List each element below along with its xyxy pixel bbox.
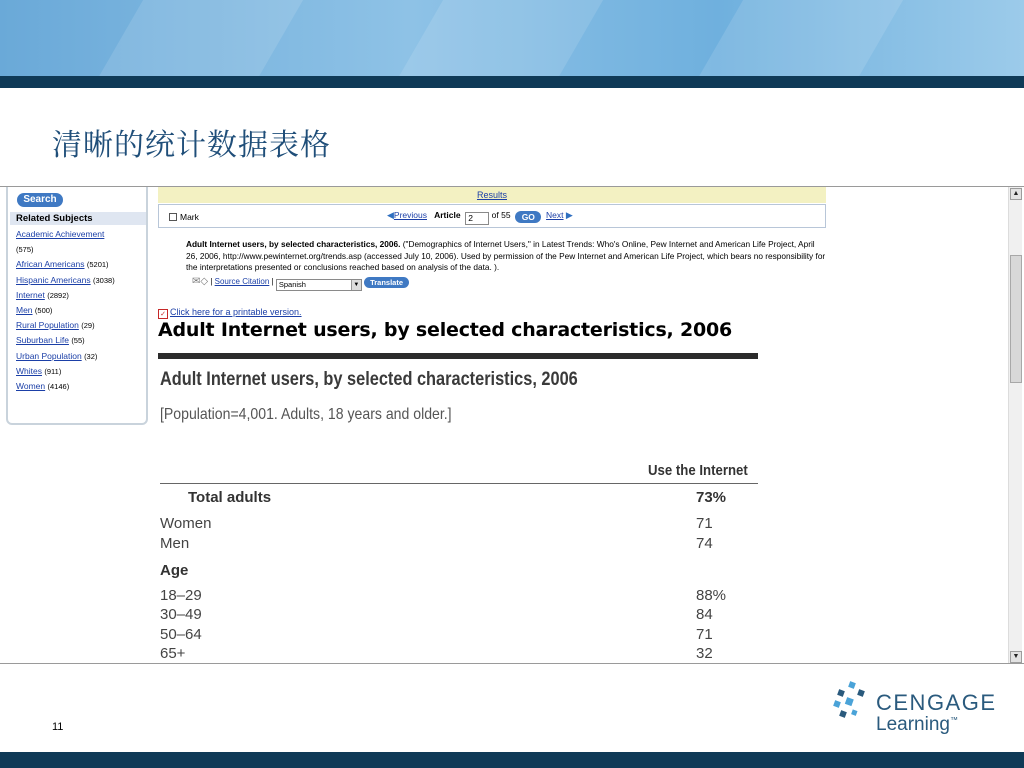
row-value: 71: [696, 626, 713, 643]
article-number-input[interactable]: 2: [465, 212, 489, 225]
subject-link[interactable]: Urban Population: [16, 350, 82, 361]
subject-link[interactable]: Whites: [16, 365, 42, 376]
row-value: 73%: [696, 489, 727, 506]
list-item: [16, 333, 146, 348]
subject-count: (29): [81, 321, 95, 331]
logo-subtitle-text: Learning: [876, 714, 950, 735]
results-link[interactable]: Results: [476, 190, 507, 200]
page-number: 11: [52, 721, 64, 733]
subject-link[interactable]: African Americans: [16, 259, 85, 270]
row-label: Men: [160, 535, 190, 552]
subject-count: (3038): [93, 275, 115, 285]
subject-link[interactable]: Hispanic Americans: [16, 274, 91, 285]
list-item: [16, 273, 146, 288]
list-item: [16, 288, 146, 303]
pagination: [387, 210, 573, 225]
list-item: [16, 227, 146, 257]
row-value: 74: [696, 535, 713, 552]
screenshot-panel: [0, 186, 1024, 664]
vertical-scrollbar[interactable]: [1008, 187, 1022, 664]
translate-button[interactable]: Translate: [364, 277, 409, 288]
subject-count: (500): [34, 306, 53, 316]
header-banner: [0, 0, 1024, 76]
subject-link[interactable]: Women: [16, 381, 46, 392]
search-button[interactable]: Search: [17, 193, 63, 207]
subject-count: (4146): [47, 382, 70, 392]
section-label: Age: [160, 562, 189, 579]
subject-link[interactable]: Academic Achievement: [16, 229, 105, 239]
scroll-thumb[interactable]: [1010, 255, 1022, 383]
list-item: [16, 257, 146, 272]
row-label: 65+: [160, 645, 186, 662]
subject-count: (575): [16, 245, 34, 255]
logo-trademark: ™: [949, 715, 958, 725]
mark-label: Mark: [180, 212, 199, 222]
source-citation-link[interactable]: Source Citation: [214, 277, 270, 286]
column-header: Use the Internet: [648, 462, 748, 479]
list-item: [16, 303, 146, 318]
subject-count: (32): [84, 351, 98, 361]
next-arrow-icon[interactable]: ▶: [565, 210, 573, 220]
row-label: 30–49: [160, 606, 202, 623]
logo-wordmark: CENGAGE: [876, 690, 997, 715]
subject-count: (5201): [86, 260, 109, 270]
article-label: Article: [434, 210, 461, 220]
previous-link[interactable]: Previous: [393, 210, 427, 220]
row-value: 88%: [696, 587, 727, 604]
table-title: Adult Internet users, by selected characteristics, 2006: [160, 369, 578, 390]
scroll-up-icon[interactable]: ▲: [1010, 188, 1022, 200]
mark-checkbox[interactable]: [169, 212, 199, 222]
subject-link[interactable]: Rural Population: [16, 320, 79, 331]
list-item: [16, 318, 146, 333]
citation-body: ("Demographics of Internet Users," in Latest Trends: Who's Online, Pew Internet and American Life Project, April 26, 2006, http://www.pewinternet.org/trends.asp (accessed July 10, 2006). Used by permission of the Pew Internet and American Life Project, which bears no responsibility for the interpretations presented or conclusions reached based on analysis of the data. ).: [186, 239, 826, 272]
next-link[interactable]: Next: [546, 210, 564, 220]
subject-count: (55): [71, 336, 85, 346]
list-item: [16, 364, 146, 379]
slide-title: 清晰的统计数据表格: [52, 128, 331, 163]
list-item: [16, 349, 146, 364]
subject-count: (2892): [47, 290, 69, 300]
previous-arrow-icon[interactable]: ◀: [387, 210, 394, 220]
email-icon[interactable]: ✉: [192, 276, 201, 287]
related-subjects-heading: Related Subjects: [10, 212, 146, 225]
pdf-icon[interactable]: ✓: [158, 309, 168, 319]
cengage-mark-icon: [832, 680, 872, 724]
article-nav: [158, 204, 826, 228]
header-rule: [0, 76, 1024, 88]
language-value: Spanish: [278, 280, 306, 289]
print-icon[interactable]: ◇: [200, 276, 209, 287]
footer-rule: [0, 752, 1024, 768]
row-value: 71: [696, 515, 713, 532]
subject-link[interactable]: Internet: [16, 289, 45, 300]
left-panel: [6, 186, 148, 425]
citation-text: [186, 239, 826, 274]
related-subjects-list: [16, 227, 146, 394]
printable-version: [158, 307, 302, 319]
row-value: 32: [696, 645, 713, 662]
subject-link[interactable]: Suburban Life: [16, 335, 69, 346]
row-label: Women: [160, 515, 212, 532]
citation-title: Adult Internet users, by selected characteristics, 2006.: [186, 239, 401, 249]
scroll-down-icon[interactable]: ▼: [1010, 651, 1022, 663]
row-label: 18–29: [160, 587, 202, 604]
subject-count: (911): [44, 366, 62, 376]
checkbox-icon[interactable]: [169, 213, 177, 221]
cengage-logo: [832, 680, 997, 740]
table-rule: [160, 483, 758, 484]
article-tools: ✉◇ | Source Citation | Spanish ▼ Translate: [192, 276, 409, 291]
row-value: 84: [696, 606, 713, 623]
divider: [158, 353, 758, 359]
list-item: [16, 379, 146, 394]
row-label: 50–64: [160, 626, 202, 643]
chevron-down-icon[interactable]: ▼: [351, 280, 361, 290]
row-label: Total adults: [188, 489, 272, 506]
article-title: Adult Internet users, by selected characteristics, 2006: [158, 319, 733, 341]
article-total: of 55: [491, 210, 511, 220]
subject-link[interactable]: Men: [16, 305, 33, 316]
go-button[interactable]: GO: [515, 211, 541, 223]
language-select[interactable]: [276, 279, 362, 291]
logo-subtitle: [876, 714, 958, 736]
results-bar: [158, 187, 826, 203]
table-note: [Population=4,001. Adults, 18 years and older.]: [160, 406, 452, 423]
printable-link[interactable]: Click here for a printable version.: [170, 307, 302, 317]
